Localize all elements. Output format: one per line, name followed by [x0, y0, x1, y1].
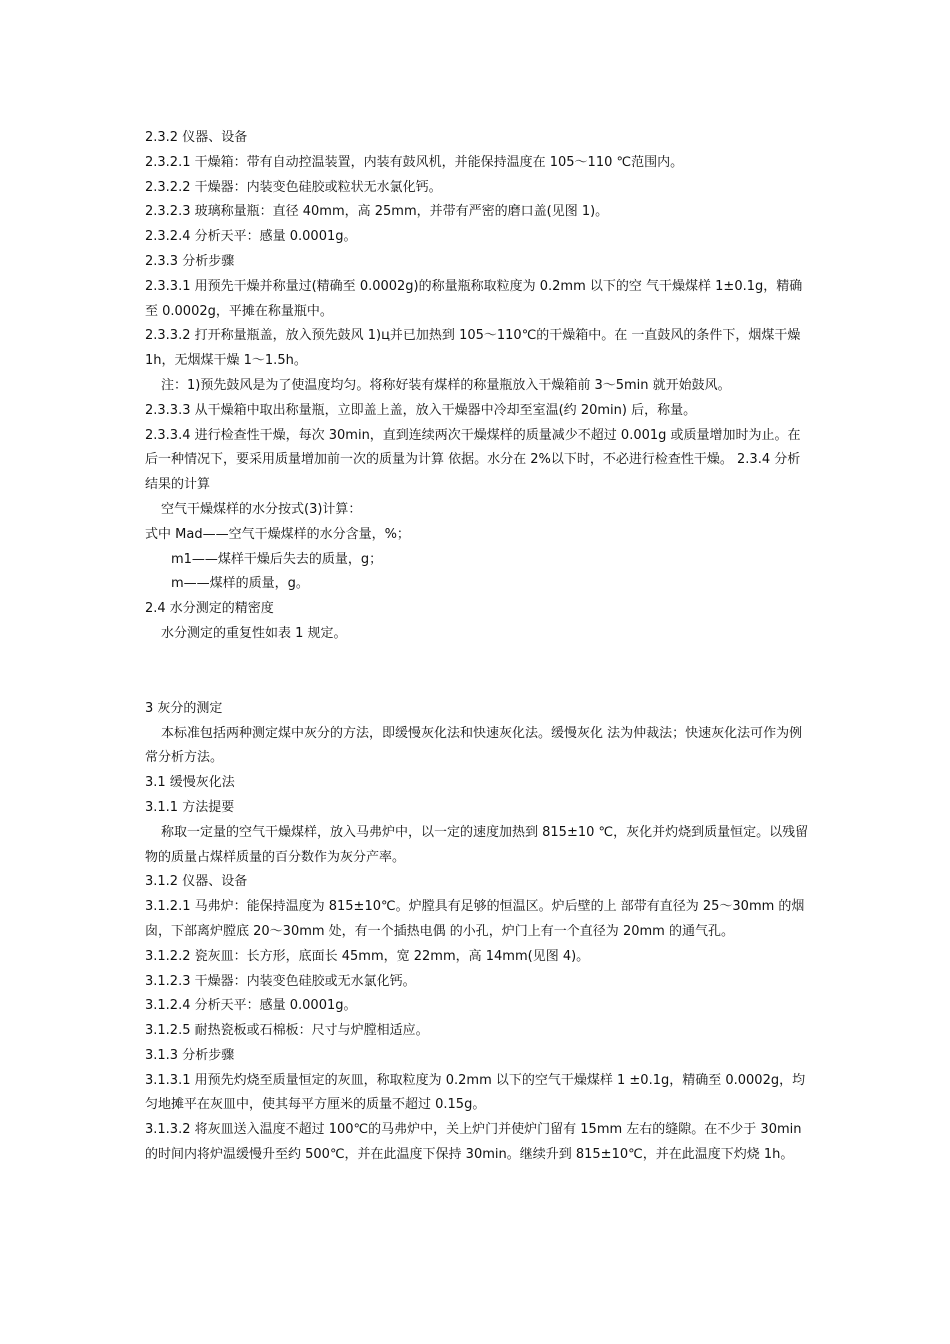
paragraph: 2.3.2.3 玻璃称量瓶：直径 40mm，高 25mm，并带有严密的磨口盖(见图 1)。 — [145, 204, 609, 220]
paragraph: 2.3.3.4 进行检查性干燥，每次 30min，直到连续两次干燥煤样的质量减少不超过 0.001g 或质量增加时为止。在后一种情况下，要采用质量增加前一次的质量为计算 依据。水分在 2%以下时，不必进行检查性干燥。 2.3.4 分析结果的计算 — [145, 427, 801, 493]
paragraph: 本标准包括两种测定煤中灰分的方法，即缓慢灰化法和快速灰化法。缓慢灰化 法为仲裁法；快速灰化法可作为例常分析方法。 — [145, 725, 803, 766]
paragraph: 3.1.2.4 分析天平：感量 0.0001g。 — [145, 998, 357, 1014]
section-heading-3-1: 3.1 缓慢灰化法 — [145, 775, 235, 791]
section-heading-2-3-2: 2.3.2 仪器、设备 — [145, 130, 248, 145]
paragraph: 2.3.2.2 干燥器：内装变色硅胶或粒状无水氯化钙。 — [145, 179, 442, 195]
section-heading-3: 3 灰分的测定 — [145, 700, 223, 716]
formula-legend-m: m——煤样的质量，g。 — [171, 576, 309, 592]
note-paragraph: 注：1)预先鼓风是为了使温度均匀。将称好装有煤样的称量瓶放入干燥箱前 3～5min 就开始鼓风。 — [161, 377, 731, 393]
paragraph: 2.3.3.2 打开称量瓶盖，放入预先鼓风 1)ц并已加热到 105～110℃的干燥箱中。在 一直鼓风的条件下，烟煤干燥 1h，无烟煤干燥 1～1.5h。 — [145, 328, 801, 369]
formula-legend-mad: 式中 Mad——空气干燥煤样的水分含量，%； — [145, 526, 410, 542]
paragraph: 2.3.3.1 用预先干燥并称量过(精确至 0.0002g)的称量瓶称取粒度为 0.2mm 以下的空 气干燥煤样 1±0.1g，精确至 0.0002g，平摊在称量瓶中。 — [145, 278, 803, 319]
section-heading-2-4: 2.4 水分测定的精密度 — [145, 601, 274, 617]
formula-legend-m1: m1——煤样干燥后失去的质量，g； — [171, 551, 383, 567]
section-heading-2-3-3: 2.3.3 分析步骤 — [145, 253, 235, 269]
paragraph: 3.1.2.5 耐热瓷板或石棉板：尺寸与炉膛相适应。 — [145, 1023, 429, 1039]
paragraph: 2.3.3.3 从干燥箱中取出称量瓶，立即盖上盖，放入干燥器中冷却至室温(约 20min) 后，称量。 — [145, 402, 697, 418]
section-heading-3-1-3: 3.1.3 分析步骤 — [145, 1047, 235, 1063]
paragraph: 3.1.2.2 瓷灰皿：长方形，底面长 45mm，宽 22mm，高 14mm(见图 4)。 — [145, 948, 590, 964]
formula-intro: 空气干燥煤样的水分按式(3)计算： — [161, 501, 362, 517]
paragraph: 3.1.2.1 马弗炉：能保持温度为 815±10℃。炉膛具有足够的恒温区。炉后壁的上 部带有直径为 25～30mm 的烟囱，下部离炉膛底 20～30mm 处，有一个插热电偶 的小孔，炉门上有一个直径为 20mm 的通气孔。 — [145, 899, 805, 939]
section-gap — [145, 647, 810, 697]
paragraph: 3.1.2.3 干燥器：内装变色硅胶或无水氯化钙。 — [145, 973, 416, 989]
paragraph: 3.1.3.1 用预先灼烧至质量恒定的灰皿，称取粒度为 0.2mm 以下的空气干燥煤样 1 ±0.1g，精确至 0.0002g，均匀地摊平在灰皿中，使其每平方厘米的质量不超过 0.15g。 — [145, 1072, 806, 1113]
paragraph: 水分测定的重复性如表 1 规定。 — [161, 625, 347, 641]
paragraph: 2.3.2.1 干燥箱：带有自动控温装置，内装有鼓风机，并能保持温度在 105～110 ℃范围内。 — [145, 154, 684, 170]
section-heading-3-1-1: 3.1.1 方法提要 — [145, 799, 235, 815]
paragraph: 3.1.3.2 将灰皿送入温度不超过 100℃的马弗炉中，关上炉门并使炉门留有 15mm 左右的缝隙。在不少于 30min 的时间内将炉温缓慢升至约 500℃，并在此温度下保持 30min。继续升到 815±10℃，并在此温度下灼烧 1h。 — [145, 1122, 802, 1163]
section-heading-3-1-2: 3.1.2 仪器、设备 — [145, 874, 248, 890]
paragraph: 称取一定量的空气干燥煤样，放入马弗炉中，以一定的速度加热到 815±10 ℃，灰化并灼烧到质量恒定。以残留物的质量占煤样质量的百分数作为灰分产率。 — [145, 824, 809, 865]
paragraph: 2.3.2.4 分析天平：感量 0.0001g。 — [145, 229, 357, 245]
document-body — [145, 126, 810, 1168]
